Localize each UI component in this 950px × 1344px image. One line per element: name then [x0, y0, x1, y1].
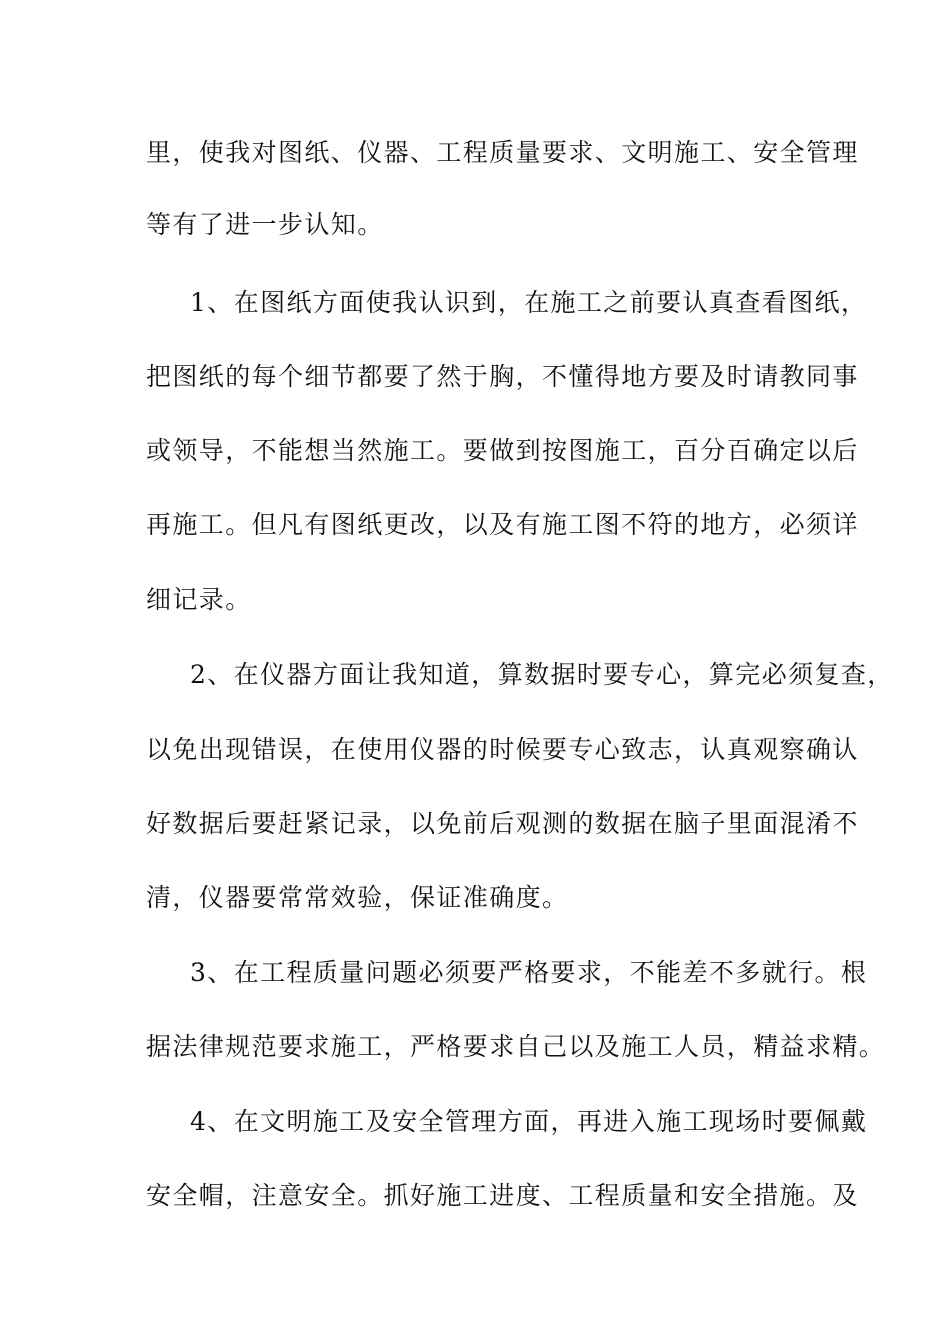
text-line: 或领导，不能想当然施工。要做到按图施工，百分百确定以后 — [146, 436, 859, 465]
text-line: 安全帽，注意安全。抓好施工进度、工程质量和安全措施。及 — [146, 1181, 859, 1210]
text-line: 里，使我对图纸、仪器、工程质量要求、文明施工、安全管理 — [146, 138, 859, 167]
text-line: 细记录。 — [146, 585, 252, 614]
paragraph-start-line: 4、在文明施工及安全管理方面，再进入施工现场时要佩戴 — [190, 1107, 868, 1136]
paragraph-start-line: 2、在仪器方面让我知道，算数据时要专心，算完必须复查， — [190, 660, 894, 689]
text-line: 好数据后要赶紧记录，以免前后观测的数据在脑子里面混淆不 — [146, 809, 859, 838]
text-line: 把图纸的每个细节都要了然于胸，不懂得地方要及时请教同事 — [146, 362, 859, 391]
paragraph-start-line: 1、在图纸方面使我认识到，在施工之前要认真查看图纸， — [190, 288, 868, 317]
paragraph-start-line: 3、在工程质量问题必须要严格要求，不能差不多就行。根 — [190, 958, 868, 987]
text-line: 清，仪器要常常效验，保证准确度。 — [146, 883, 569, 912]
text-line: 以免出现错误，在使用仪器的时候要专心致志，认真观察确认 — [146, 735, 859, 764]
text-line: 据法律规范要求施工，严格要求自己以及施工人员，精益求精。 — [146, 1032, 886, 1061]
text-line: 再施工。但凡有图纸更改，以及有施工图不符的地方，必须详 — [146, 510, 859, 539]
text-line: 等有了进一步认知。 — [146, 210, 384, 239]
